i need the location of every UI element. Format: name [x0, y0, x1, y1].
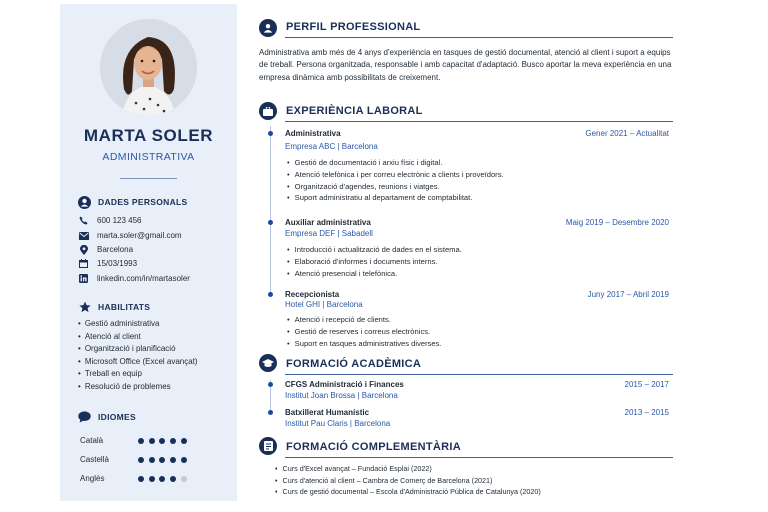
level-dot [181, 438, 187, 444]
section-title: EXPERIÈNCIA LABORAL [286, 105, 423, 117]
list-item: • Gestió administrativa [78, 318, 198, 331]
section-title: FORMACIÓ COMPLEMENTÀRIA [286, 441, 461, 453]
language-level [138, 456, 191, 465]
list-item: • Organització d'agendes, reunions i viatges. [287, 181, 504, 193]
contact-linkedin[interactable] [78, 273, 190, 284]
divider [120, 178, 177, 179]
email-icon [78, 232, 89, 240]
speech-bubble-icon [78, 411, 91, 424]
skills-heading [78, 300, 150, 314]
job-dates: Maig 2019 – Desembre 2020 [565, 218, 669, 227]
skills-list [78, 318, 198, 394]
timeline-dot [268, 131, 273, 136]
list-item: • Elaboració d'informes i documents interns. [287, 256, 462, 268]
level-dot [149, 438, 155, 444]
level-dot [149, 476, 155, 482]
contact-text: linkedin.com/in/martasoler [97, 274, 190, 283]
job-company: Hotel GHI | Barcelona [285, 300, 363, 309]
job-dates: Gener 2021 – Actualitat [585, 129, 669, 138]
list-item: • Organització i planificació [78, 343, 198, 356]
list-item: • Curs de gestió documental – Escola d'Administració Pública de Catalunya (2020) [275, 486, 541, 498]
personal-data-heading [78, 195, 188, 209]
section-title: PERFIL PROFESSIONAL [286, 21, 421, 33]
level-dot [181, 476, 187, 482]
language-name: Anglès [80, 474, 105, 483]
education-dates: 2013 – 2015 [624, 408, 669, 417]
contact-birthdate [78, 258, 137, 269]
sidebar [60, 4, 237, 501]
list-item: • Suport administratiu al departament de comptabilitat. [287, 192, 504, 204]
timeline-line [270, 126, 271, 296]
user-icon [78, 196, 91, 209]
timeline-dot [268, 220, 273, 225]
education-school: Institut Pau Claris | Barcelona [285, 419, 391, 428]
level-dot [181, 457, 187, 463]
education-school: Institut Joan Brossa | Barcelona [285, 391, 398, 400]
section-divider [285, 374, 673, 375]
profile-text: Administrativa amb més de 4 anys d'experiència en tasques de gestió documental, atenció al client i suport a equips de treball. Persona organitzada, responsable i amb capacitat d'adaptació. Busco aportar la meva experiència en una empresa dinàmica amb possibilitats de creixement. [259, 48, 672, 82]
section-divider [285, 121, 673, 122]
job-duties [287, 157, 504, 204]
job-duties [287, 314, 442, 349]
list-item: • Gestió de reserves i correus electrònics. [287, 326, 442, 338]
list-item: • Resolució de problemes [78, 381, 198, 394]
briefcase-icon [259, 102, 277, 120]
section-title: IDIOMES [98, 412, 136, 422]
level-dot [170, 476, 176, 482]
person-name: MARTA SOLER [83, 126, 214, 145]
certificate-icon [259, 437, 277, 455]
section-title: FORMACIÓ ACADÈMICA [286, 358, 422, 370]
location-pin-icon [78, 245, 89, 255]
language-row [80, 436, 230, 446]
contact-text: 15/03/1993 [97, 259, 138, 268]
level-dot [159, 457, 165, 463]
education-dates: 2015 – 2017 [624, 380, 669, 389]
level-dot [170, 457, 176, 463]
job-duties [287, 244, 462, 279]
list-item: • Atenció i recepció de clients. [287, 314, 442, 326]
job-dates: Juny 2017 – Abril 2019 [587, 290, 669, 299]
linkedin-icon [78, 274, 89, 283]
list-item: • Atenció telefònica i per correu electrònic a clients i proveïdors. [287, 169, 504, 181]
education-title: CFGS Administració i Finances [285, 380, 404, 389]
calendar-icon [78, 259, 89, 268]
contact-phone [78, 215, 142, 226]
list-item: • Atenció presencial i telefònica. [287, 268, 462, 280]
contact-location [78, 244, 133, 255]
list-item: • Atenció al client [78, 331, 198, 344]
list-item: • Treball en equip [78, 368, 198, 381]
contact-email[interactable] [78, 230, 182, 241]
list-item: • Introducció i actualització de dades en el sistema. [287, 244, 462, 256]
job-company: Empresa ABC | Barcelona [285, 142, 378, 151]
contact-text: 600 123 456 [97, 216, 142, 225]
person-role: ADMINISTRATIVA [102, 151, 195, 163]
language-name: Castellà [80, 455, 109, 464]
level-dot [138, 438, 144, 444]
language-name: Català [80, 436, 104, 445]
level-dot [138, 457, 144, 463]
star-icon [78, 301, 91, 314]
user-icon [259, 19, 277, 37]
job-company: Empresa DEF | Sabadell [285, 229, 373, 238]
job-title: Administrativa [285, 129, 341, 138]
languages-heading [78, 410, 136, 424]
level-dot [149, 457, 155, 463]
list-item: • Curs d'Excel avançat – Fundació Esplai (2022) [275, 463, 541, 475]
level-dot [159, 476, 165, 482]
level-dot [170, 438, 176, 444]
language-level [138, 437, 191, 446]
list-item: • Curs d'atenció al client – Cambra de Comerç de Barcelona (2021) [275, 475, 541, 487]
list-item: • Microsoft Office (Excel avançat) [78, 356, 198, 369]
language-level [138, 475, 191, 484]
level-dot [159, 438, 165, 444]
timeline-dot [268, 410, 273, 415]
list-item: • Suport en tasques administratives diverses. [287, 338, 442, 350]
level-dot [138, 476, 144, 482]
timeline-dot [268, 292, 273, 297]
language-row [80, 474, 230, 484]
section-divider [285, 457, 673, 458]
contact-text: marta.soler@gmail.com [97, 231, 182, 240]
courses-list [275, 463, 541, 498]
language-row [80, 455, 230, 465]
contact-text: Barcelona [97, 245, 134, 254]
phone-icon [78, 216, 89, 225]
education-title: Batxillerat Humanístic [285, 408, 370, 417]
job-title: Auxiliar administrativa [285, 218, 371, 227]
section-title: HABILITATS [98, 302, 151, 312]
list-item: • Gestió de documentació i arxiu físic i digital. [287, 157, 504, 169]
section-title: DADES PERSONALS [98, 197, 188, 207]
job-title: Recepcionista [285, 290, 340, 299]
timeline-dot [268, 382, 273, 387]
section-divider [285, 37, 673, 38]
graduation-cap-icon [259, 354, 277, 372]
profile-photo [100, 19, 197, 116]
